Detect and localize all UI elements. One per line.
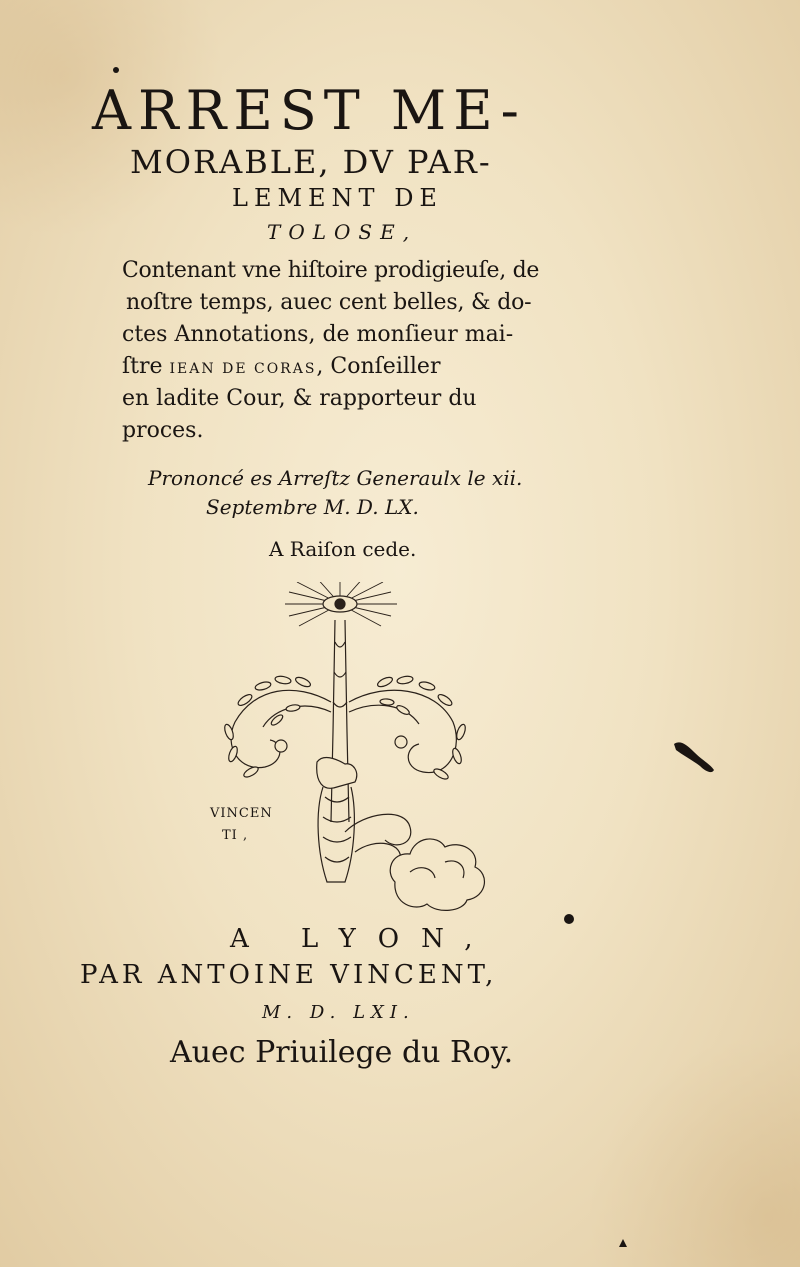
printer-device-icon xyxy=(205,582,505,917)
imprint-privilege: Auec Priuilege du Roy. xyxy=(170,1035,514,1070)
title-line-3: LEMENT DE xyxy=(232,184,443,212)
body-line-2: noſtre temps, auec cent belles, & do- xyxy=(126,290,532,315)
title-line-4: TOLOSE, xyxy=(267,220,418,244)
body-line-4 xyxy=(122,356,440,378)
body-line-1: Contenant vne hiſtoire prodigieuſe, de xyxy=(122,258,540,283)
imprint-year: M. D. LXI. xyxy=(262,1002,415,1023)
imprint-city: A LYON, xyxy=(230,924,495,954)
ink-speck xyxy=(618,1238,628,1248)
ink-blot xyxy=(672,738,718,778)
imprint-printer: PAR ANTOINE VINCENT, xyxy=(80,960,498,990)
device-label-line-1: VINCEN xyxy=(210,806,273,821)
ink-speck xyxy=(112,66,120,74)
ink-speck xyxy=(562,912,576,926)
pronounced-line-2: Septembre M. D. LX. xyxy=(206,495,419,519)
body-line-4-pre: ſtre xyxy=(122,354,163,379)
author-name: IEAN DE CORAS xyxy=(169,361,317,377)
body-line-4-post: , Conſeiller xyxy=(316,354,441,379)
body-line-3: ctes Annotations, de monſieur mai- xyxy=(122,322,514,347)
title-line-1: ARREST ME- xyxy=(92,79,526,142)
device-label-line-2: TI , xyxy=(222,828,249,843)
body-line-5: en ladite Cour, & rapporteur du xyxy=(122,386,477,411)
body-line-6: proces. xyxy=(122,418,204,443)
title-line-2: MORABLE, DV PAR- xyxy=(130,143,492,181)
motto: A Raiſon cede. xyxy=(269,537,417,561)
pronounced-line-1: Prononcé es Arreſtz Generaulx le xii. xyxy=(148,466,523,490)
